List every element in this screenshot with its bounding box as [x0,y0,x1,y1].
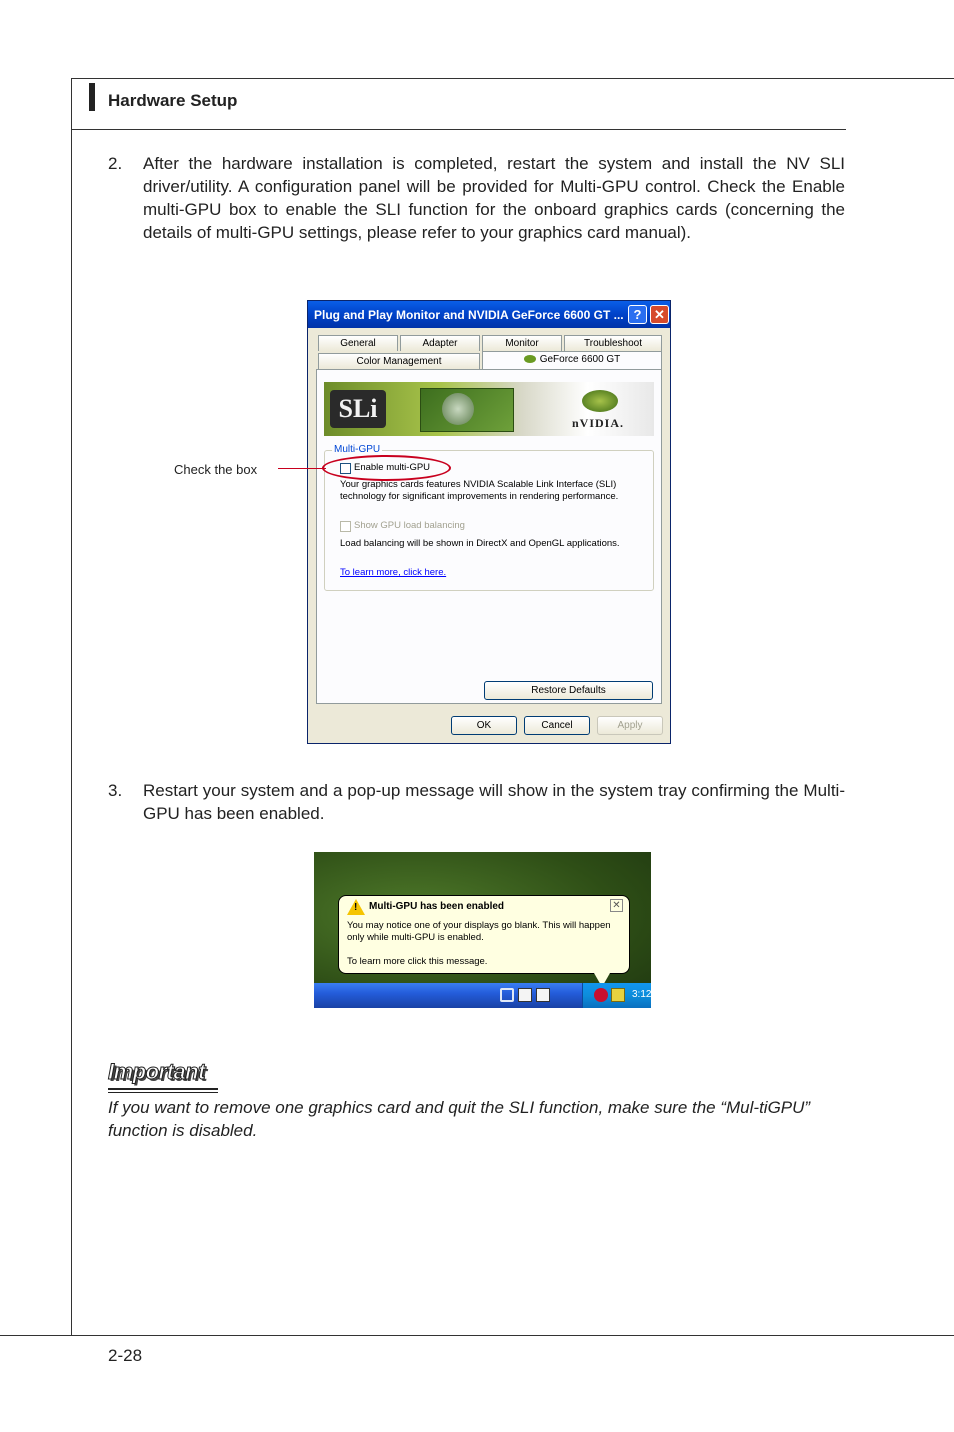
important-underline [108,1088,218,1090]
show-gpu-load-balancing-label[interactable]: Show GPU load balancing [354,520,465,531]
ok-button[interactable]: OK [451,716,517,735]
multi-gpu-group-label: Multi-GPU [334,444,381,455]
callout-highlight-oval [322,455,451,481]
balloon-line-3[interactable]: To learn more click this message. [347,956,488,967]
system-tray-screenshot [314,852,651,1008]
display-icon[interactable] [518,988,532,1002]
restore-defaults-button[interactable]: Restore Defaults [484,681,653,700]
dialog-title-bar[interactable] [308,301,670,328]
warning-exclamation: ! [354,902,358,913]
page-frame-bottom [0,1335,954,1336]
speaker-icon[interactable] [560,988,570,1002]
enable-desc-line-1: Your graphics cards features NVIDIA Scalable Link Interface (SLI) [340,479,617,490]
tab-monitor[interactable]: Monitor [482,335,562,351]
header-rule [71,129,846,130]
nvidia-eye-logo-icon [582,390,618,412]
tab-adapter[interactable]: Adapter [400,335,480,351]
tool-icon[interactable] [500,988,514,1002]
page-number: 2-28 [108,1346,143,1365]
display-properties-dialog [307,300,671,744]
important-note: If you want to remove one graphics card and quit the SLI function, make sure the “Mul-tiGPU” function is disabled. [108,1098,811,1140]
page-frame-left [71,78,72,1336]
balloon-line-1: You may notice one of your displays go blank. This will happen [347,920,611,931]
balloon-title: Multi-GPU has been enabled [369,901,505,912]
important-heading: Important [108,1059,205,1084]
apply-button[interactable]: Apply [597,716,663,735]
step-text: Restart your system and a pop-up message will show in the system tray confirming the Multi-GPU has been enabled. [143,781,845,823]
nvidia-eye-icon [524,355,536,363]
tab-color-management[interactable]: Color Management [318,353,480,369]
tray-clock: 3:12 [632,989,651,1000]
header-accent-bar [89,83,95,111]
learn-more-link[interactable]: To learn more, click here. [340,567,447,578]
callout-leader-line [278,468,326,469]
important-underline-thin [108,1092,218,1093]
callout-label: Check the box [174,462,258,477]
page-frame-top [71,78,954,79]
help-button[interactable]: ? [628,305,647,324]
enable-multi-gpu-label[interactable]: Enable multi-GPU [354,462,431,473]
dialog-title: Plug and Play Monitor and NVIDIA GeForce 6600 GT ... [314,308,624,322]
tab-troubleshoot[interactable]: Troubleshoot [564,335,662,351]
nvidia-logo-text: nVIDIA. [572,416,625,430]
balloon-close-icon[interactable]: ✕ [610,899,623,912]
step-text: After the hardware installation is completed, restart the system and install the NV SLI driver/utility. A configuration panel will be provided for Multi-GPU control. Check the Enable multi-GPU box to enable the SLI function for the onboard graphics cards (concerning the details of multi-GPU settings, please refer to your graphics card manual). [143,154,845,242]
cancel-button[interactable]: Cancel [524,716,590,735]
notification-tray-icon[interactable] [611,988,625,1002]
sli-logo: SLi [330,390,386,428]
section-title: Hardware Setup [108,91,238,110]
graphics-card-fan [442,393,474,425]
close-button[interactable]: ✕ [650,305,669,324]
sli-banner [324,382,654,436]
step-number: 3. [108,781,123,800]
enable-desc-line-2: technology for significant improvements in rendering performance. [340,491,619,502]
tab-geforce-6600-gt[interactable] [482,351,662,369]
nvidia-tray-icon[interactable] [594,988,608,1002]
balloon-line-2: only while multi-GPU is enabled. [347,932,484,943]
show-gpu-load-balancing-checkbox[interactable] [340,521,351,532]
tab-general[interactable]: General [318,335,398,351]
step-number: 2. [108,154,123,173]
help-icon[interactable] [536,988,550,1002]
tab-geforce-label: GeForce 6600 GT [539,354,621,365]
balance-desc: Load balancing will be shown in DirectX and OpenGL applications. [340,538,620,549]
